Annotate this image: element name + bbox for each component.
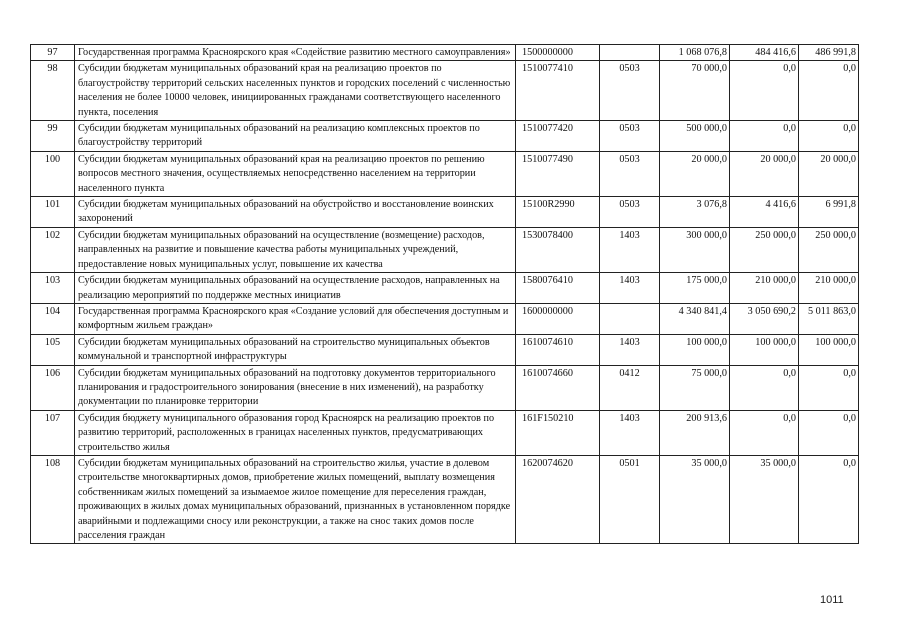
amount-year-3-cell: 5 011 863,0 (799, 303, 859, 334)
row-number-cell: 97 (31, 45, 75, 61)
description-cell: Субсидия бюджету муниципального образования город Красноярск на реализацию проектов по развитию территорий, расположенных в границах населенных пунктов, предусматривающих строительство жилья (75, 410, 516, 455)
section-code-cell: 0503 (600, 151, 660, 196)
amount-year-2-cell: 35 000,0 (730, 455, 799, 543)
target-code-cell: 1610074660 (516, 365, 600, 410)
amount-year-3-cell: 6 991,8 (799, 197, 859, 228)
target-code-cell: 161F150210 (516, 410, 600, 455)
amount-year-1-cell: 70 000,0 (660, 61, 730, 121)
section-code-cell: 1403 (600, 410, 660, 455)
target-code-cell: 1510077410 (516, 61, 600, 121)
amount-year-3-cell: 0,0 (799, 365, 859, 410)
description-cell: Субсидии бюджетам муниципальных образований на строительство жилья, участие в долевом строительстве многоквартирных домов, приобретение жилых помещений, выплату возмещения собственникам жилых помещений за изымаемое жилое помещение для переселения граждан, проживающих в жилых домах муниципальных образований, признанных в установленном порядке аварийными и подлежащими сносу или реконструкции, а также на снос таких домов после расселения граждан (75, 455, 516, 543)
target-code-cell: 1530078400 (516, 227, 600, 272)
table-row (31, 273, 859, 304)
row-number-cell: 102 (31, 227, 75, 272)
amount-year-1-cell: 200 913,6 (660, 410, 730, 455)
amount-year-2-cell: 0,0 (730, 121, 799, 152)
amount-year-1-cell: 500 000,0 (660, 121, 730, 152)
section-code-cell: 0503 (600, 61, 660, 121)
target-code-cell: 1620074620 (516, 455, 600, 543)
row-number-cell: 100 (31, 151, 75, 196)
amount-year-1-cell: 175 000,0 (660, 273, 730, 304)
amount-year-2-cell: 0,0 (730, 410, 799, 455)
amount-year-2-cell: 0,0 (730, 365, 799, 410)
amount-year-2-cell: 20 000,0 (730, 151, 799, 196)
budget-table (30, 44, 859, 544)
amount-year-1-cell: 3 076,8 (660, 197, 730, 228)
table-row (31, 365, 859, 410)
amount-year-3-cell: 0,0 (799, 455, 859, 543)
target-code-cell: 1500000000 (516, 45, 600, 61)
table-row (31, 455, 859, 543)
table-row (31, 121, 859, 152)
amount-year-1-cell: 300 000,0 (660, 227, 730, 272)
description-cell: Государственная программа Красноярского края «Содействие развитию местного самоуправления» (75, 45, 516, 61)
row-number-cell: 99 (31, 121, 75, 152)
row-number-cell: 101 (31, 197, 75, 228)
description-cell: Субсидии бюджетам муниципальных образований на строительство муниципальных объектов коммунальной и транспортной инфраструктуры (75, 334, 516, 365)
amount-year-2-cell: 484 416,6 (730, 45, 799, 61)
section-code-cell (600, 303, 660, 334)
table-row (31, 303, 859, 334)
target-code-cell: 1610074610 (516, 334, 600, 365)
table-body (31, 45, 859, 544)
amount-year-3-cell: 0,0 (799, 61, 859, 121)
target-code-cell: 1600000000 (516, 303, 600, 334)
row-number-cell: 104 (31, 303, 75, 334)
target-code-cell: 15100R2990 (516, 197, 600, 228)
description-cell: Субсидии бюджетам муниципальных образований края на реализацию проектов по решению вопросов местного значения, осуществляемых непосредственно населением на территории населенного пункта (75, 151, 516, 196)
amount-year-3-cell: 100 000,0 (799, 334, 859, 365)
table-row (31, 410, 859, 455)
amount-year-3-cell: 0,0 (799, 121, 859, 152)
row-number-cell: 108 (31, 455, 75, 543)
table-row (31, 227, 859, 272)
amount-year-2-cell: 250 000,0 (730, 227, 799, 272)
amount-year-2-cell: 210 000,0 (730, 273, 799, 304)
row-number-cell: 105 (31, 334, 75, 365)
table-row (31, 45, 859, 61)
section-code-cell: 0503 (600, 197, 660, 228)
description-cell: Государственная программа Красноярского края «Создание условий для обеспечения доступным и комфортным жильем граждан» (75, 303, 516, 334)
amount-year-2-cell: 100 000,0 (730, 334, 799, 365)
amount-year-3-cell: 0,0 (799, 410, 859, 455)
page-number: 1011 (820, 594, 844, 606)
amount-year-1-cell: 1 068 076,8 (660, 45, 730, 61)
table-row (31, 61, 859, 121)
amount-year-1-cell: 100 000,0 (660, 334, 730, 365)
row-number-cell: 106 (31, 365, 75, 410)
amount-year-2-cell: 3 050 690,2 (730, 303, 799, 334)
amount-year-1-cell: 20 000,0 (660, 151, 730, 196)
section-code-cell: 1403 (600, 227, 660, 272)
row-number-cell: 107 (31, 410, 75, 455)
description-cell: Субсидии бюджетам муниципальных образований на осуществление расходов, направленных на реализацию мероприятий по поддержке местных инициатив (75, 273, 516, 304)
section-code-cell: 1403 (600, 273, 660, 304)
description-cell: Субсидии бюджетам муниципальных образований на обустройство и восстановление воинских захоронений (75, 197, 516, 228)
target-code-cell: 1510077420 (516, 121, 600, 152)
section-code-cell: 0503 (600, 121, 660, 152)
amount-year-3-cell: 210 000,0 (799, 273, 859, 304)
section-code-cell: 0501 (600, 455, 660, 543)
description-cell: Субсидии бюджетам муниципальных образований на реализацию комплексных проектов по благоустройству территорий (75, 121, 516, 152)
amount-year-1-cell: 75 000,0 (660, 365, 730, 410)
amount-year-2-cell: 4 416,6 (730, 197, 799, 228)
table-row (31, 151, 859, 196)
description-cell: Субсидии бюджетам муниципальных образований на осуществление (возмещение) расходов, направленных на развитие и повышение качества работы муниципальных учреждений, предоставление новых муниципальных услуг, повышение их качества (75, 227, 516, 272)
amount-year-3-cell: 250 000,0 (799, 227, 859, 272)
target-code-cell: 1510077490 (516, 151, 600, 196)
row-number-cell: 98 (31, 61, 75, 121)
amount-year-2-cell: 0,0 (730, 61, 799, 121)
amount-year-3-cell: 486 991,8 (799, 45, 859, 61)
description-cell: Субсидии бюджетам муниципальных образований края на реализацию проектов по благоустройству территорий сельских населенных пунктов и городских поселений с численностью населения не более 10000 человек, инициированных гражданами соответствующего населенного пункта, поселения (75, 61, 516, 121)
section-code-cell (600, 45, 660, 61)
amount-year-1-cell: 4 340 841,4 (660, 303, 730, 334)
section-code-cell: 0412 (600, 365, 660, 410)
table-row (31, 197, 859, 228)
description-cell: Субсидии бюджетам муниципальных образований на подготовку документов территориального планирования и градостроительного зонирования (внесение в них изменений), на разработку документации по планировке территории (75, 365, 516, 410)
table-row (31, 334, 859, 365)
target-code-cell: 1580076410 (516, 273, 600, 304)
amount-year-1-cell: 35 000,0 (660, 455, 730, 543)
row-number-cell: 103 (31, 273, 75, 304)
section-code-cell: 1403 (600, 334, 660, 365)
amount-year-3-cell: 20 000,0 (799, 151, 859, 196)
